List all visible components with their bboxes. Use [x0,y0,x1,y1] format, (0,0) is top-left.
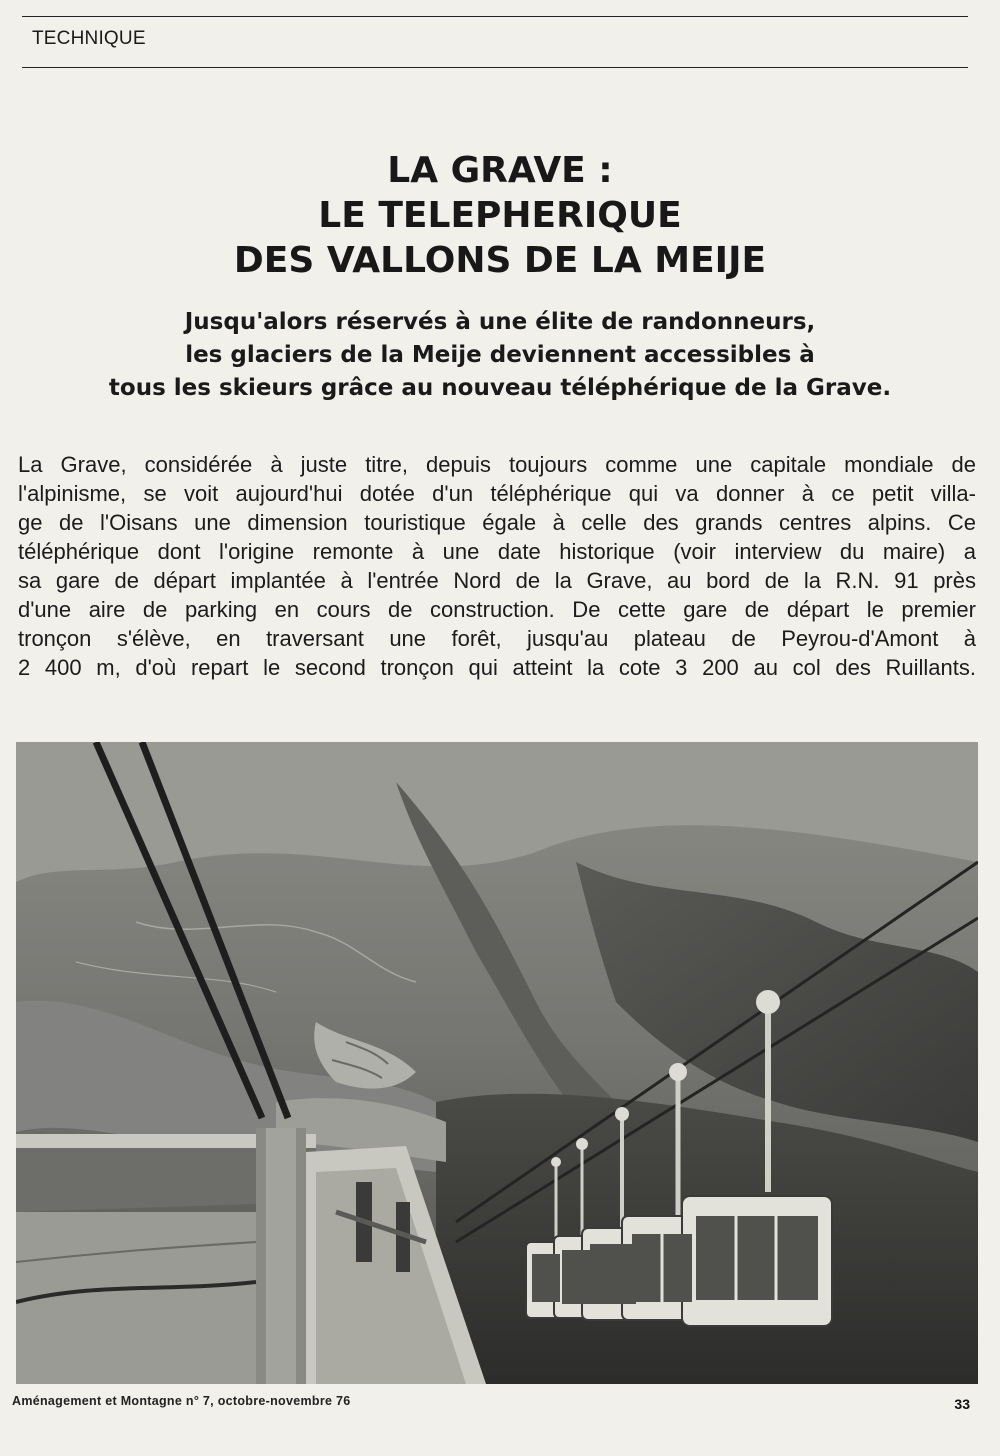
body-line: ge de l'Oisans une dimension touristique égale à celle des grands centres alpins. Ce [18,510,976,535]
article-title [0,148,1000,283]
header-rule-bottom [22,67,968,68]
deck-line: Jusqu'alors réservés à une élite de randonneurs, [184,309,816,335]
title-line: LE TELEPHERIQUE [318,195,682,236]
deck-line: tous les skieurs grâce au nouveau téléphérique de la Grave. [108,375,892,401]
article-body [18,450,976,682]
section-label: TECHNIQUE [32,28,146,49]
body-line: tronçon s'élève, en traversant une forêt, jusqu'au plateau de Peyrou-d'Amont à [18,626,976,651]
cable-car-photo [16,742,978,1384]
body-line: téléphérique dont l'origine remonte à une date historique (voir interview du maire) a [18,539,976,564]
article-deck [20,306,980,405]
body-line: La Grave, considérée à juste titre, depuis toujours comme une capitale mondiale de [18,452,976,477]
deck-line: les glaciers de la Meije deviennent accessibles à [185,342,815,368]
body-line: 2 400 m, d'où repart le second tronçon qui atteint la cote 3 200 au col des Ruillants. [18,655,976,680]
cable-car-photo-drawing [16,742,978,1384]
page-number: 33 [954,1396,970,1412]
title-line: LA GRAVE : [387,150,613,191]
footer-publication: Aménagement et Montagne n° 7, octobre-novembre 76 [12,1394,351,1408]
body-line: l'alpinisme, se voit aujourd'hui dotée d'un téléphérique qui va donner à ce petit villa- [18,481,976,506]
title-line: DES VALLONS DE LA MEIJE [233,240,767,281]
header-rule-top [22,16,968,17]
body-line: d'une aire de parking en cours de construction. De cette gare de départ le premier [18,597,976,622]
body-line: sa gare de départ implantée à l'entrée Nord de la Grave, au bord de la R.N. 91 près [18,568,976,593]
